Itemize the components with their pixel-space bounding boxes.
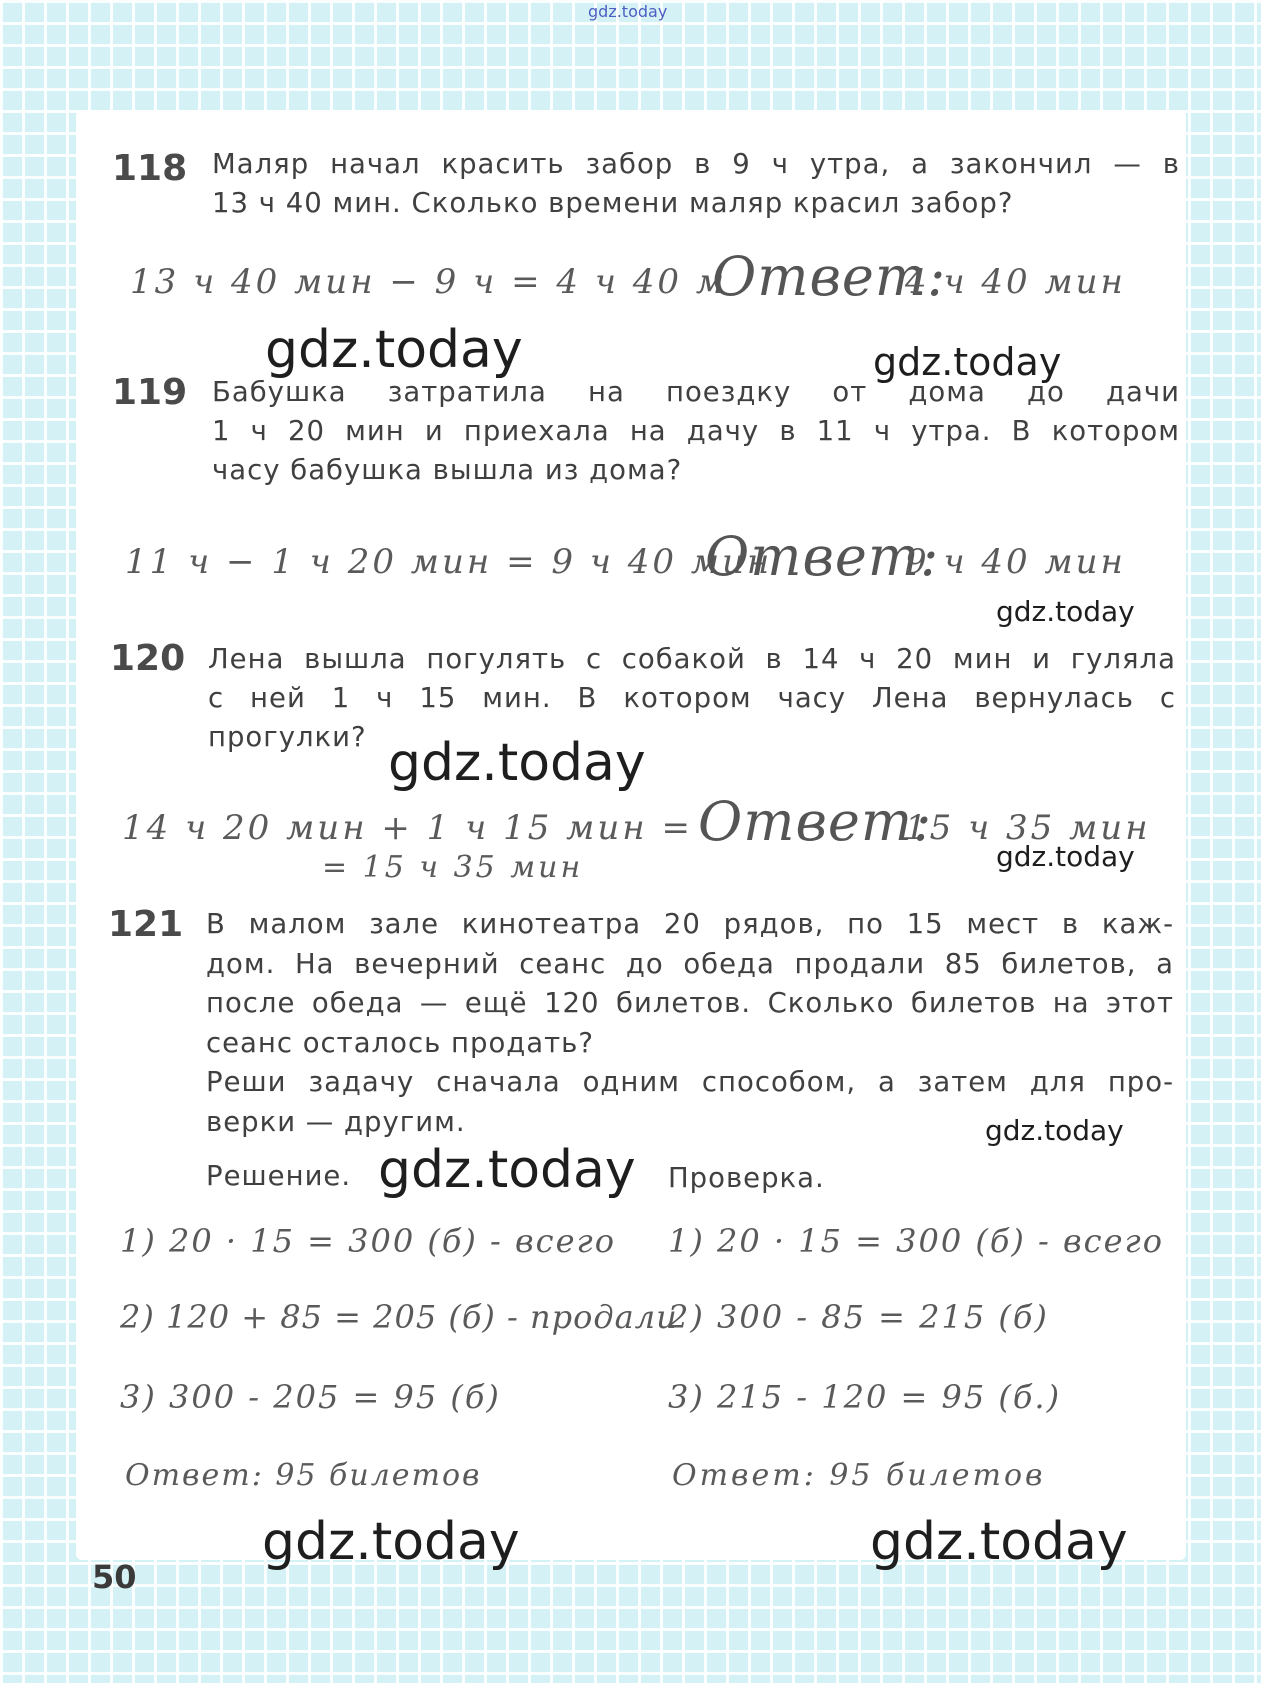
- task-120-answer: 15 ч 35 мин: [905, 808, 1151, 848]
- watermark: gdz.today: [388, 733, 646, 793]
- check-step-2: 2) 300 - 85 = 215 (б): [668, 1298, 1049, 1336]
- check-answer: Ответ: 95 билетов: [672, 1458, 1046, 1493]
- task-118-number: 118: [112, 148, 188, 189]
- task-120-answer-label: Ответ:: [698, 790, 933, 853]
- solution-step-1: 1) 20 · 15 = 300 (б) - всего: [120, 1222, 616, 1260]
- solution-label: Решение.: [206, 1160, 352, 1192]
- task-118-solution: 13 ч 40 мин − 9 ч = 4 ч 40 м: [130, 262, 728, 302]
- task-line: после обеда — ещё 120 билетов. Сколько билетов на этот: [206, 987, 1174, 1019]
- solution-step-3: 3) 300 - 205 = 95 (б): [120, 1378, 501, 1416]
- watermark: gdz.today: [262, 1512, 520, 1572]
- watermark: gdz.today: [996, 595, 1135, 628]
- task-119-solution: 11 ч − 1 ч 20 мин = 9 ч 40 мин: [125, 542, 773, 582]
- task-119-answer-label: Ответ:: [705, 525, 940, 588]
- task-line: прогулки?: [208, 721, 367, 753]
- watermark: gdz.today: [996, 840, 1135, 873]
- watermark: gdz.today: [985, 1114, 1124, 1147]
- task-119-number: 119: [112, 372, 188, 413]
- task-line: Реши задачу сначала одним способом, а затем для про-: [206, 1066, 1174, 1098]
- check-label: Проверка.: [668, 1162, 825, 1194]
- watermark: gdz.today: [378, 1140, 636, 1200]
- task-line: 13 ч 40 мин. Сколько времени маляр красил забор?: [212, 187, 1014, 219]
- task-121-text: [206, 905, 1174, 1142]
- task-line: сеанс осталось продать?: [206, 1026, 594, 1059]
- task-line: В малом зале кинотеатра 20 рядов, по 15 мест в каж-: [206, 908, 1174, 940]
- task-121-number: 121: [108, 904, 184, 945]
- task-120-solution-line1: 14 ч 20 мин + 1 ч 15 мин =: [122, 808, 693, 848]
- task-120-solution-line2: = 15 ч 35 мин: [322, 850, 584, 885]
- top-watermark: gdz.today: [588, 2, 668, 21]
- solution-answer: Ответ: 95 билетов: [125, 1458, 482, 1493]
- task-118-answer: 4 ч 40 мин: [905, 262, 1126, 302]
- task-line: часу бабушка вышла из дома?: [212, 454, 683, 486]
- solution-step-2: 2) 120 + 85 = 205 (б) - продали: [120, 1298, 678, 1336]
- page-number: 50: [92, 1558, 137, 1596]
- task-120-number: 120: [110, 638, 186, 679]
- check-step-3: 3) 215 - 120 = 95 (б.): [668, 1378, 1062, 1416]
- task-line: Бабушка затратила на поездку от дома до дачи: [212, 376, 1180, 408]
- task-line: Маляр начал красить забор в 9 ч утра, а закончил — в: [212, 148, 1180, 180]
- task-118-text: [212, 145, 1180, 223]
- task-118-answer-label: Ответ:: [712, 245, 947, 308]
- task-119-text: [212, 373, 1180, 490]
- task-line: Лена вышла погулять с собакой в 14 ч 20 мин и гуляла: [208, 643, 1176, 675]
- task-120-text: [208, 640, 1176, 757]
- task-line: 1 ч 20 мин и приехала на дачу в 11 ч утра. В котором: [212, 415, 1180, 447]
- watermark: gdz.today: [870, 1512, 1128, 1572]
- check-step-1: 1) 20 · 15 = 300 (б) - всего: [668, 1222, 1164, 1260]
- task-119-answer: 9 ч 40 мин: [905, 542, 1126, 582]
- watermark: gdz.today: [873, 340, 1062, 384]
- task-line: с ней 1 ч 15 мин. В котором часу Лена вернулась с: [208, 682, 1176, 714]
- task-line: верки — другим.: [206, 1105, 466, 1138]
- task-line: дом. На вечерний сеанс до обеда продали 85 билетов, а: [206, 947, 1174, 980]
- watermark: gdz.today: [265, 320, 523, 380]
